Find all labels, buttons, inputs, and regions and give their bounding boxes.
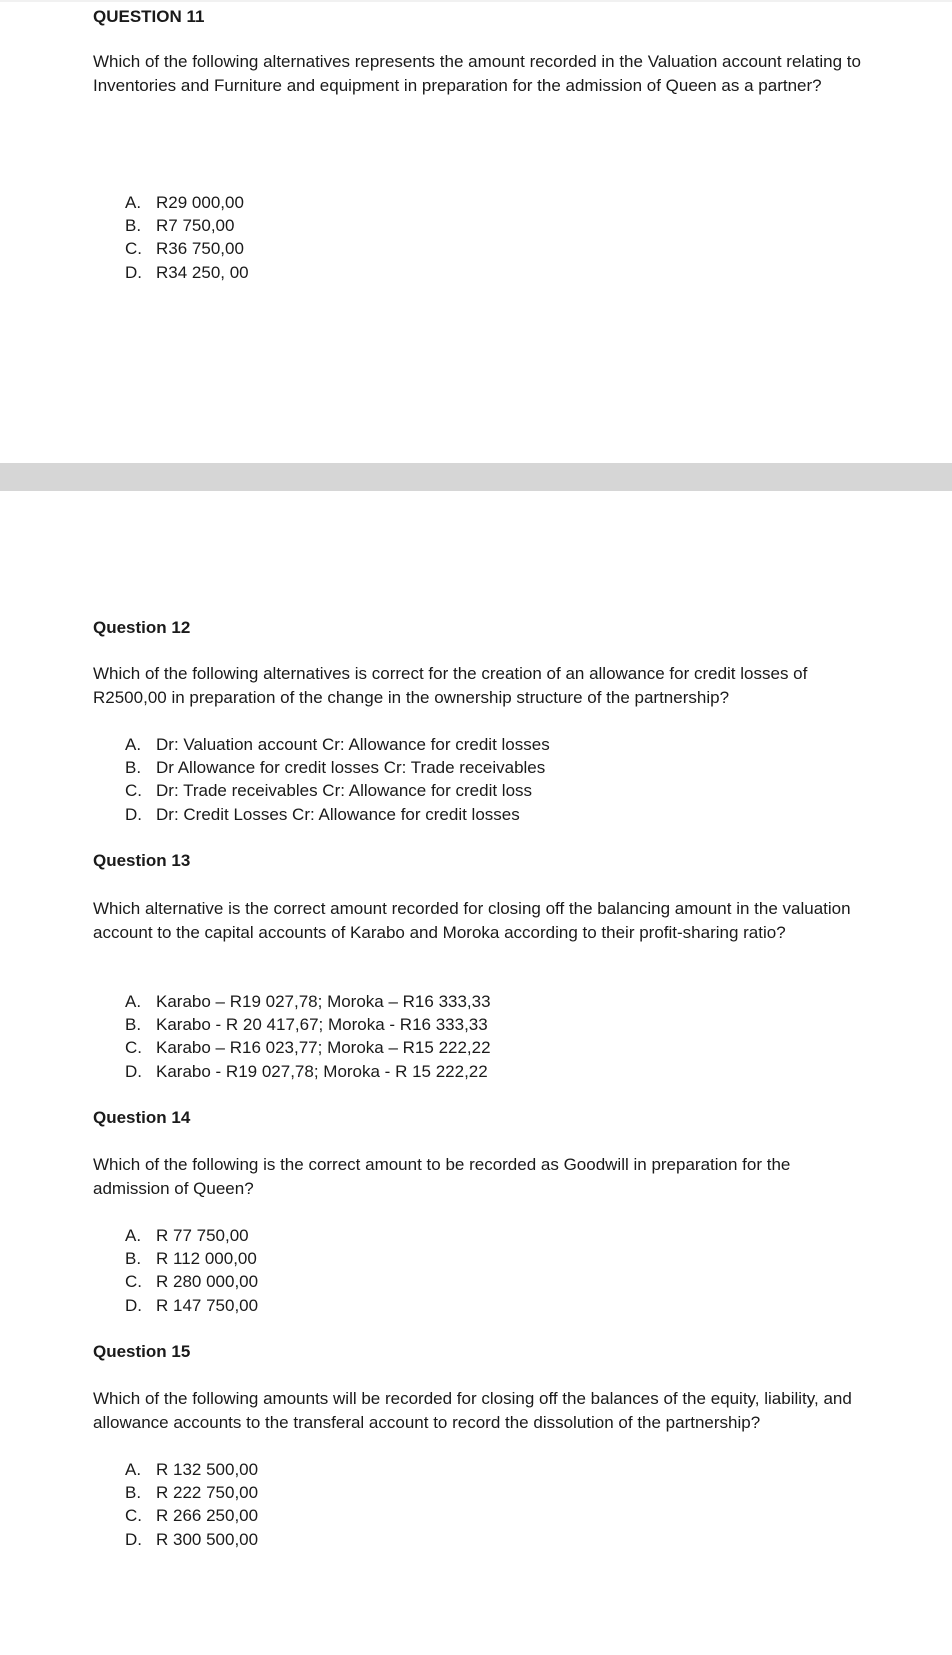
option-letter: C.: [125, 1506, 142, 1526]
option-letter: B.: [125, 1483, 142, 1503]
answer-options: [125, 990, 491, 1083]
option-c[interactable]: [125, 1036, 491, 1059]
option-letter: A.: [125, 735, 142, 754]
option-text: R 280 000,00: [156, 1272, 259, 1292]
question-stem: Which of the following is the correct amount to be recorded as Goodwill in preparation for the admission of Queen?: [93, 1155, 791, 1198]
question-heading: Question 15: [93, 1342, 191, 1361]
option-text: R 266 250,00: [156, 1506, 259, 1526]
question-heading: QUESTION 11: [93, 7, 205, 26]
option-c[interactable]: [125, 1270, 258, 1293]
option-text: Karabo - R 20 417,67; Moroka - R16 333,33: [156, 1015, 488, 1035]
option-a[interactable]: [125, 1458, 258, 1481]
option-text: Karabo – R19 027,78; Moroka – R16 333,33: [156, 992, 491, 1011]
option-text: Karabo – R16 023,77; Moroka – R15 222,22: [156, 1038, 491, 1058]
option-text: Karabo - R19 027,78; Moroka - R 15 222,22: [156, 1061, 488, 1081]
answer-options: [125, 1458, 258, 1551]
option-text: R36 750,00: [156, 239, 244, 259]
option-letter: C.: [125, 1272, 142, 1292]
option-letter: A.: [125, 193, 142, 212]
question-stem: Which of the following alternatives represents the amount recorded in the Valuation account relating to Inventories and Furniture and equipment in preparation for the admission of Queen as a partner?: [93, 52, 861, 95]
option-letter: D.: [125, 804, 142, 824]
option-letter: A.: [125, 1226, 142, 1245]
option-letter: B.: [125, 216, 142, 236]
question-stem: Which of the following amounts will be recorded for closing off the balances of the equity, liability, and allowance accounts to the transferal account to record the dissolution of the partnership?: [93, 1389, 852, 1432]
option-text: Dr: Valuation account Cr: Allowance for credit losses: [156, 735, 550, 754]
option-letter: D.: [125, 262, 142, 282]
answer-options: [125, 191, 249, 284]
option-text: R 77 750,00: [156, 1226, 249, 1245]
option-letter: B.: [125, 1015, 142, 1035]
option-letter: C.: [125, 1038, 142, 1058]
option-b[interactable]: [125, 1481, 258, 1504]
question-heading: Question 13: [93, 851, 191, 870]
option-letter: A.: [125, 1460, 142, 1479]
answer-options: [125, 1224, 258, 1317]
option-text: Dr: Trade receivables Cr: Allowance for credit loss: [156, 781, 533, 801]
option-a[interactable]: [125, 191, 249, 214]
option-d[interactable]: [125, 1528, 258, 1551]
question-stem: Which of the following alternatives is correct for the creation of an allowance for credit losses of R2500,00 in preparation of the change in the ownership structure of the partnership?: [93, 664, 808, 707]
option-text: R 132 500,00: [156, 1460, 259, 1479]
option-letter: C.: [125, 781, 142, 801]
option-text: R 222 750,00: [156, 1483, 259, 1503]
option-letter: D.: [125, 1295, 142, 1315]
option-a[interactable]: [125, 733, 550, 756]
option-b[interactable]: [125, 756, 550, 779]
question-stem: Which alternative is the correct amount recorded for closing off the balancing amount in the valuation account to the capital accounts of Karabo and Moroka according to their profit-sharing ratio?: [93, 899, 851, 942]
option-text: R 147 750,00: [156, 1295, 259, 1315]
option-c[interactable]: [125, 1504, 258, 1527]
option-text: Dr: Credit Losses Cr: Allowance for credit losses: [156, 804, 520, 824]
option-letter: D.: [125, 1061, 142, 1081]
option-letter: B.: [125, 758, 142, 778]
option-d[interactable]: [125, 261, 249, 284]
option-letter: A.: [125, 992, 142, 1011]
option-d[interactable]: [125, 1294, 258, 1317]
option-a[interactable]: [125, 1224, 258, 1247]
option-text: R29 000,00: [156, 193, 244, 212]
option-letter: D.: [125, 1529, 142, 1549]
option-text: R 300 500,00: [156, 1529, 259, 1549]
page-divider: [0, 463, 952, 491]
option-d[interactable]: [125, 1060, 491, 1083]
option-text: R34 250, 00: [156, 262, 249, 282]
option-text: Dr Allowance for credit losses Cr: Trade receivables: [156, 758, 546, 778]
option-c[interactable]: [125, 779, 550, 802]
option-c[interactable]: [125, 237, 249, 260]
question-heading: Question 14: [93, 1108, 191, 1127]
answer-options: [125, 733, 550, 826]
question-heading: Question 12: [93, 618, 191, 637]
option-text: R7 750,00: [156, 216, 235, 236]
option-b[interactable]: [125, 1247, 258, 1270]
option-b[interactable]: [125, 1013, 491, 1036]
option-letter: C.: [125, 239, 142, 259]
page-top-edge: [0, 0, 952, 2]
option-d[interactable]: [125, 803, 550, 826]
option-a[interactable]: [125, 990, 491, 1013]
option-letter: B.: [125, 1249, 142, 1269]
option-b[interactable]: [125, 214, 249, 237]
option-text: R 112 000,00: [156, 1249, 257, 1269]
